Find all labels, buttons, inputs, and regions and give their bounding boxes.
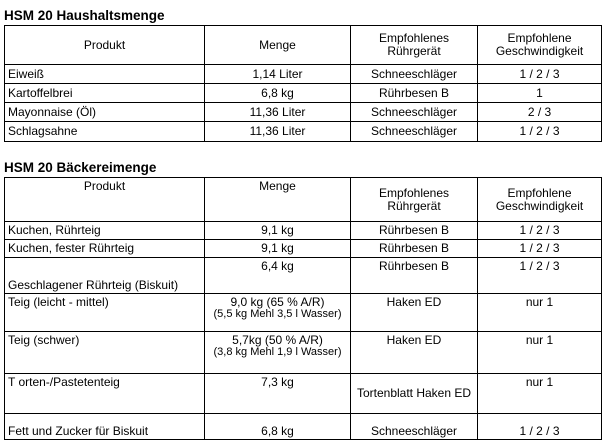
cell-product: Teig (leicht - mittel) [5, 294, 205, 332]
cell-attachment: Schneeschläger [351, 122, 478, 142]
table-row [5, 258, 602, 294]
header-speed: Empfohlene Geschwindigkeit [478, 26, 602, 65]
table-row [5, 374, 602, 414]
quantity-note: (5,5 kg Mehl 3,5 l Wasser) [213, 308, 342, 320]
cell-attachment: Rührbesen B [351, 222, 478, 240]
cell-speed: 1 / 2 / 3 [478, 240, 602, 258]
cell-speed: nur 1 [478, 374, 602, 414]
cell-quantity: 6,8 kg [205, 414, 351, 440]
cell-product: Teig (schwer) [5, 332, 205, 374]
cell-quantity: 9,1 kg [205, 222, 351, 240]
bakery-table [4, 177, 602, 440]
cell-quantity: 9,1 kg [205, 240, 351, 258]
cell-attachment: Rührbesen B [351, 84, 478, 103]
cell-attachment: Tortenblatt Haken ED [351, 374, 478, 414]
cell-speed: 2 / 3 [478, 103, 602, 122]
header-product: Produkt [5, 26, 205, 65]
cell-attachment: Haken ED [351, 332, 478, 374]
quantity-note: (3,8 kg Mehl 1,9 l Wasser) [213, 346, 342, 358]
table-row [5, 240, 602, 258]
cell-quantity [205, 294, 351, 332]
table-row [5, 294, 602, 332]
table-row [5, 84, 602, 103]
cell-product: Geschlagener Rührteig (Biskuit) [5, 258, 205, 294]
header-attachment: Empfohlenes Rührgerät [351, 26, 478, 65]
table-header-row [5, 26, 602, 65]
table-row [5, 65, 602, 84]
cell-product: T orten-/Pastetenteig [5, 374, 205, 414]
cell-quantity [205, 332, 351, 374]
quantity-value: 9,0 kg (65 % A/R) [230, 295, 325, 309]
cell-speed: 1 [478, 84, 602, 103]
cell-product: Kuchen, fester Rührteig [5, 240, 205, 258]
cell-speed: 1 / 2 / 3 [478, 222, 602, 240]
table-row [5, 222, 602, 240]
cell-speed: 1 / 2 / 3 [478, 122, 602, 142]
cell-product: Eiweiß [5, 65, 205, 84]
cell-speed: 1 / 2 / 3 [478, 258, 602, 294]
table-row [5, 414, 602, 440]
cell-quantity: 7,3 kg [205, 374, 351, 414]
cell-speed: nur 1 [478, 332, 602, 374]
header-quantity: Menge [205, 178, 351, 222]
cell-attachment: Schneeschläger [351, 414, 478, 440]
cell-product: Fett und Zucker für Biskuit [5, 414, 205, 440]
cell-attachment: Schneeschläger [351, 103, 478, 122]
table-header-row [5, 178, 602, 222]
cell-quantity: 6,4 kg [205, 258, 351, 294]
cell-speed: nur 1 [478, 294, 602, 332]
cell-product: Kartoffelbrei [5, 84, 205, 103]
cell-attachment: Haken ED [351, 294, 478, 332]
header-speed: Empfohlene Geschwindigkeit [478, 178, 602, 222]
header-attachment: Empfohlenes Rührgerät [351, 178, 478, 222]
quantity-value: 5,7kg (50 % A/R) [232, 333, 323, 347]
cell-quantity: 11,36 Liter [205, 103, 351, 122]
header-product: Produkt [5, 178, 205, 222]
cell-product: Mayonnaise (Öl) [5, 103, 205, 122]
cell-product: Schlagsahne [5, 122, 205, 142]
cell-speed: 1 / 2 / 3 [478, 65, 602, 84]
cell-product: Kuchen, Rührteig [5, 222, 205, 240]
cell-quantity: 11,36 Liter [205, 122, 351, 142]
cell-speed: 1 / 2 / 3 [478, 414, 602, 440]
table-row [5, 122, 602, 142]
household-table [4, 25, 602, 142]
cell-quantity: 1,14 Liter [205, 65, 351, 84]
header-quantity: Menge [205, 26, 351, 65]
table-row [5, 103, 602, 122]
household-section-title: HSM 20 Haushaltsmenge [4, 8, 165, 23]
cell-quantity: 6,8 kg [205, 84, 351, 103]
bakery-section-title: HSM 20 Bäckereimenge [4, 160, 157, 175]
table-row [5, 332, 602, 374]
cell-attachment: Rührbesen B [351, 240, 478, 258]
cell-attachment: Rührbesen B [351, 258, 478, 294]
cell-attachment: Schneeschläger [351, 65, 478, 84]
